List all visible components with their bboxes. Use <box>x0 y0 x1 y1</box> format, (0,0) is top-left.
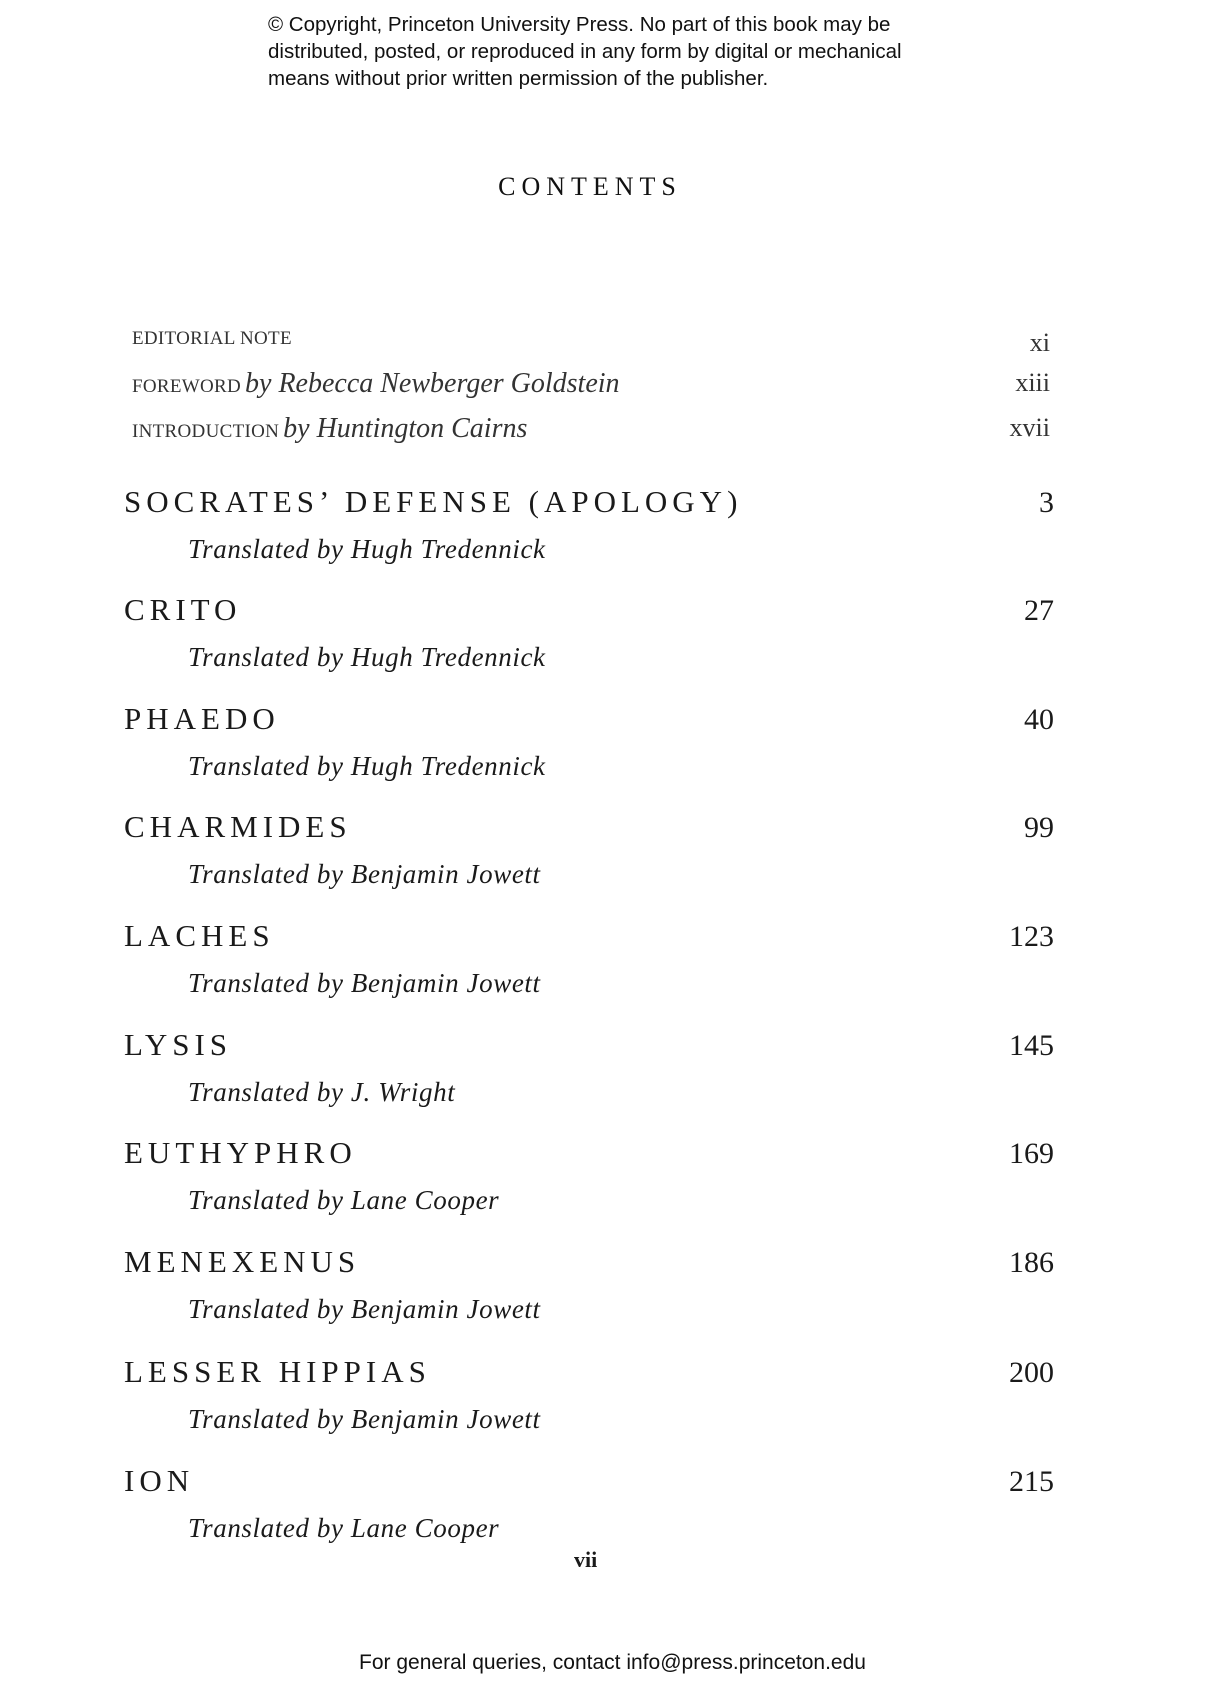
toc-entry <box>124 484 1054 584</box>
front-item-label: EDITORIAL NOTE <box>132 328 292 349</box>
entry-translator: Translated by Benjamin Jowett <box>188 968 541 998</box>
entry-translator: Translated by Hugh Tredennick <box>188 751 546 781</box>
toc-entry <box>124 701 1054 801</box>
toc-front-item-introduction <box>132 413 1050 453</box>
entry-page: 123 <box>1009 920 1054 953</box>
entry-page: 3 <box>1039 486 1054 519</box>
front-item-byline: by Rebecca Newberger Goldstein <box>245 368 620 399</box>
copyright-notice <box>268 11 988 92</box>
entry-page: 215 <box>1009 1465 1054 1498</box>
entry-page: 27 <box>1024 594 1054 627</box>
entry-title: LACHES <box>124 918 275 953</box>
copyright-line: means without prior written permission of the publisher. <box>268 67 769 90</box>
entry-title: EUTHYPHRO <box>124 1135 357 1170</box>
entry-translator: Translated by Hugh Tredennick <box>188 534 546 564</box>
toc-front-item-editorial-note <box>132 328 1050 368</box>
entry-page: 200 <box>1009 1356 1054 1389</box>
entry-title: ION <box>124 1463 195 1498</box>
entry-page: 169 <box>1009 1137 1054 1170</box>
entry-title: PHAEDO <box>124 701 280 736</box>
front-item-page: xvii <box>1009 413 1050 442</box>
entry-title: CHARMIDES <box>124 809 352 844</box>
entry-page: 145 <box>1009 1029 1054 1062</box>
page-number: vii <box>574 1547 598 1572</box>
toc-entry <box>124 1135 1054 1235</box>
front-item-page: xi <box>1029 328 1050 357</box>
toc-entry <box>124 1027 1054 1127</box>
front-item-label: INTRODUCTION <box>132 421 280 442</box>
entry-title: MENEXENUS <box>124 1244 361 1279</box>
entry-page: 186 <box>1009 1246 1054 1279</box>
toc-front-item-foreword <box>132 368 1050 408</box>
toc-entry <box>124 1354 1054 1454</box>
entry-translator: Translated by Benjamin Jowett <box>188 859 541 889</box>
toc-entry <box>124 1244 1054 1344</box>
toc-entry <box>124 592 1054 692</box>
entry-title: SOCRATES’ DEFENSE (APOLOGY) <box>124 484 743 519</box>
entry-translator: Translated by Benjamin Jowett <box>188 1404 541 1434</box>
page-title: CONTENTS <box>498 172 682 201</box>
copyright-line: distributed, posted, or reproduced in any form by digital or mechanical <box>268 40 902 63</box>
footer-contact: For general queries, contact info@press.princeton.edu <box>359 1651 866 1674</box>
toc-entry <box>124 809 1054 909</box>
entry-translator: Translated by Lane Cooper <box>188 1185 500 1215</box>
front-item-byline: by Huntington Cairns <box>283 413 528 444</box>
entry-translator: Translated by J. Wright <box>188 1077 456 1107</box>
entry-title: LYSIS <box>124 1027 233 1062</box>
entry-translator: Translated by Hugh Tredennick <box>188 642 546 672</box>
entry-translator: Translated by Benjamin Jowett <box>188 1294 541 1324</box>
entry-translator: Translated by Lane Cooper <box>188 1513 500 1543</box>
front-item-page: xiii <box>1015 368 1050 397</box>
toc-entry <box>124 918 1054 1018</box>
entry-title: CRITO <box>124 592 242 627</box>
entry-page: 99 <box>1024 811 1054 844</box>
front-item-label: FOREWORD <box>132 376 242 397</box>
entry-page: 40 <box>1024 703 1054 736</box>
entry-title: LESSER HIPPIAS <box>124 1354 431 1389</box>
copyright-line: © Copyright, Princeton University Press. No part of this book may be <box>268 13 891 36</box>
